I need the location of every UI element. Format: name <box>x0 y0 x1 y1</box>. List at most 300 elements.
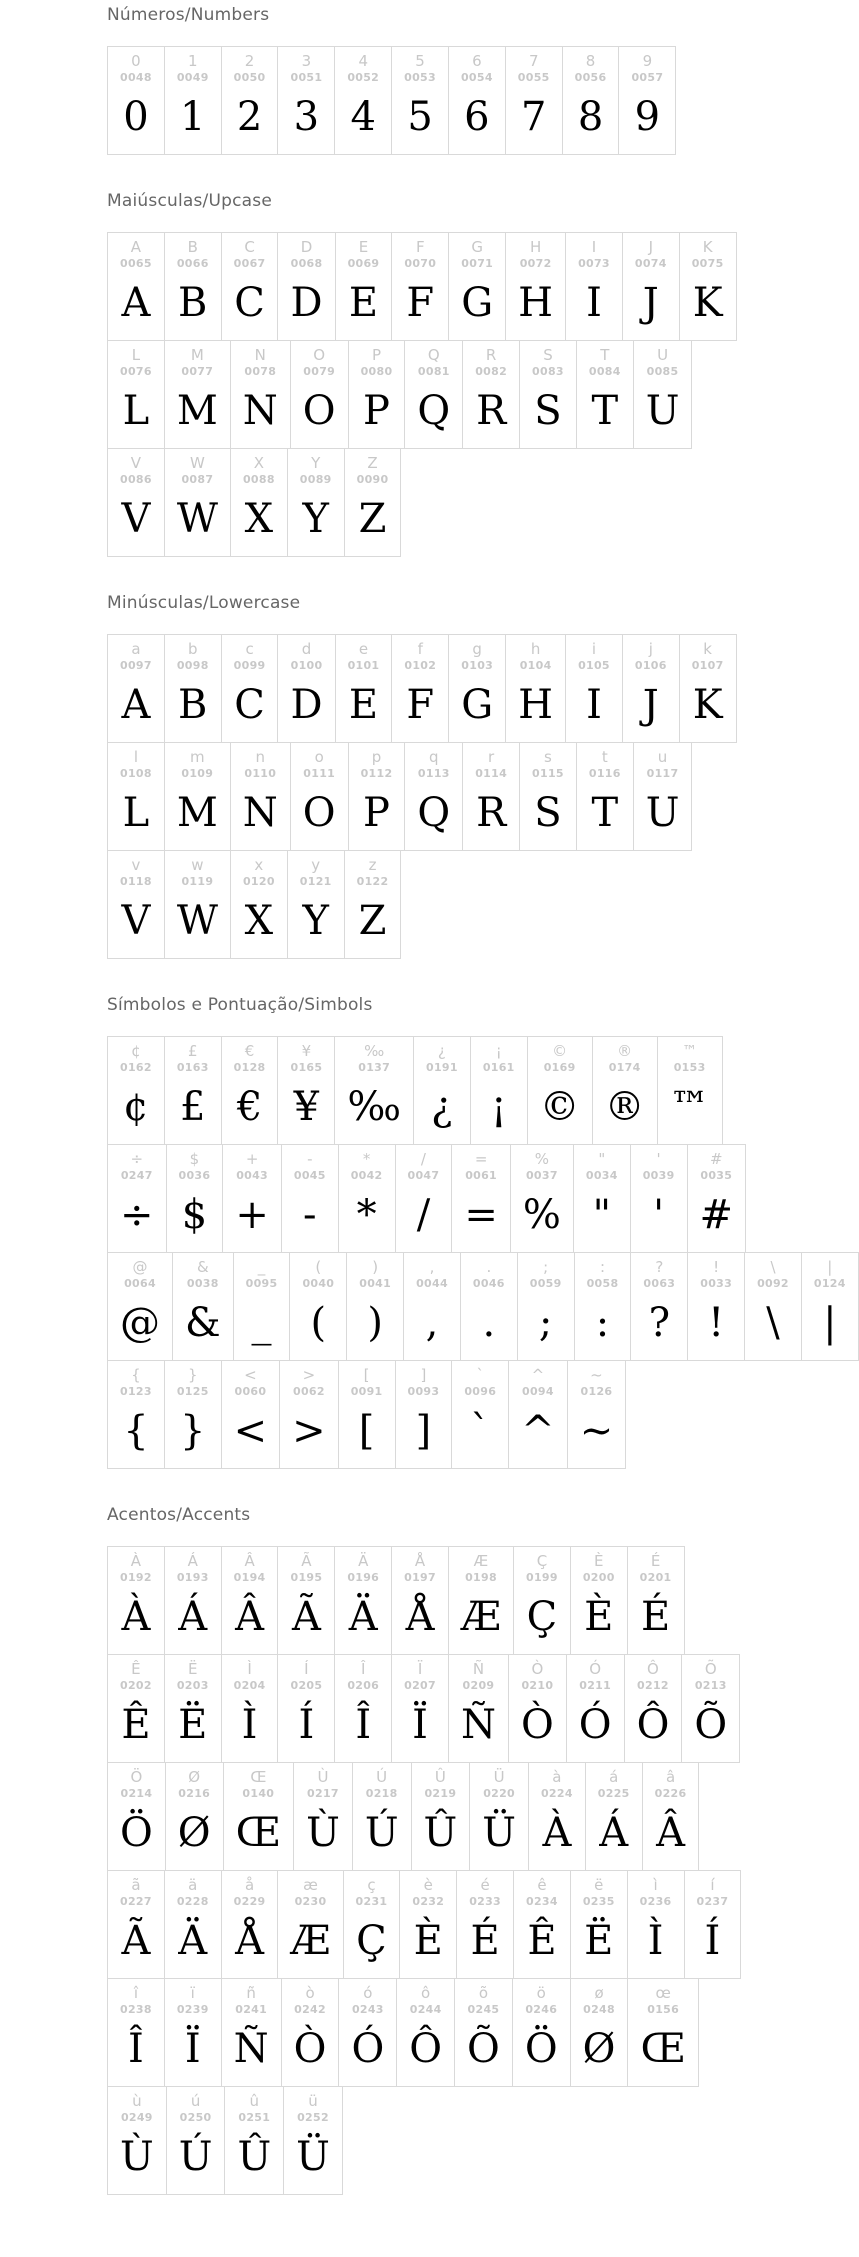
glyph-cell-code: 0200 <box>582 1571 615 1584</box>
glyph-cell-code: 0219 <box>424 1787 457 1800</box>
glyph-cell-char: { <box>131 1366 141 1384</box>
glyph-row <box>107 1762 699 1871</box>
glyph-cell-glyph: E <box>348 682 379 728</box>
glyph-cell-code: 0089 <box>299 473 332 486</box>
glyph-cell-char: m <box>190 748 205 766</box>
glyph-cell-0245 <box>454 1979 512 2086</box>
glyph-cell-code: 0107 <box>691 659 724 672</box>
glyph-cell-0239 <box>164 1979 221 2086</box>
glyph-cell-code: 0244 <box>409 2003 442 2016</box>
glyph-cell-code: 0082 <box>475 365 508 378</box>
glyph-cell-glyph: J <box>642 280 659 326</box>
glyph-cell-code: 0066 <box>176 257 209 270</box>
glyph-cell-char: / <box>420 1150 426 1168</box>
glyph-cell-glyph: Ã <box>121 1918 151 1964</box>
glyph-cell-code: 0072 <box>519 257 552 270</box>
glyph-cell-char: n <box>255 748 266 766</box>
glyph-cell-0049 <box>164 47 221 154</box>
glyph-cell-0076 <box>108 341 164 448</box>
glyph-cell-code: 0232 <box>412 1895 445 1908</box>
glyph-cell-char: ‰ <box>364 1042 385 1060</box>
glyph-cell-char: ! <box>713 1258 720 1276</box>
glyph-cell-char: ç <box>367 1876 376 1894</box>
glyph-cell-code: 0191 <box>425 1061 458 1074</box>
glyph-cell-glyph: Ã <box>291 1594 321 1640</box>
glyph-row <box>107 1252 859 1361</box>
section-symbols <box>107 995 846 1469</box>
glyph-cell-glyph: + <box>235 1192 269 1238</box>
glyph-cell-char: G <box>471 238 483 256</box>
glyph-cell-char: è <box>423 1876 433 1894</box>
glyph-cell-0137 <box>334 1037 413 1144</box>
glyph-cell-glyph: Û <box>237 2134 272 2180</box>
glyph-cell-code: 0231 <box>355 1895 388 1908</box>
glyph-cell-code: 0239 <box>176 2003 209 2016</box>
glyph-cell-code: 0051 <box>290 71 323 84</box>
glyph-cell-char: Û <box>434 1768 446 1786</box>
glyph-cell-code: 0251 <box>238 2111 271 2124</box>
glyph-cell-code: 0161 <box>482 1061 515 1074</box>
glyph-cell-glyph: Í <box>298 1702 315 1748</box>
glyph-cell-glyph: Â <box>235 1594 265 1640</box>
glyph-cell-code: 0044 <box>416 1277 448 1290</box>
glyph-cell-0203 <box>164 1655 221 1762</box>
glyph-cell-char: Õ <box>704 1660 717 1678</box>
glyph-cell-glyph: Ê <box>121 1702 151 1748</box>
glyph-cell-char: ø <box>594 1984 604 2002</box>
glyph-cell-code: 0075 <box>691 257 724 270</box>
glyph-cell-0106 <box>622 635 679 742</box>
section-title-numbers: Números/Numbers <box>107 5 270 25</box>
glyph-cell-0123 <box>108 1361 164 1468</box>
glyph-cell-0098 <box>164 635 221 742</box>
glyph-cell-0207 <box>391 1655 448 1762</box>
glyph-cell-code: 0046 <box>472 1277 505 1290</box>
glyph-cell-0118 <box>108 851 164 958</box>
glyph-cell-0202 <box>108 1655 164 1762</box>
glyph-cell-0210 <box>508 1655 566 1762</box>
glyph-cell-code: 0212 <box>637 1679 669 1692</box>
glyph-cell-glyph: < <box>233 1408 268 1454</box>
glyph-cell-code: 0073 <box>578 257 610 270</box>
glyph-cell-0104 <box>505 635 565 742</box>
glyph-cell-char: S <box>543 346 553 364</box>
section-numbers <box>107 5 800 155</box>
glyph-cell-0195 <box>277 1547 334 1654</box>
glyph-cell-glyph: Æ <box>290 1918 331 1964</box>
glyph-cell-code: 0119 <box>181 875 214 888</box>
glyph-cell-code: 0081 <box>417 365 450 378</box>
glyph-cell-0194 <box>221 1547 278 1654</box>
glyph-cell-0192 <box>108 1547 164 1654</box>
glyph-cell-glyph: . <box>482 1300 496 1346</box>
glyph-cell-char: o <box>314 748 324 766</box>
glyph-cell-0103 <box>448 635 505 742</box>
glyph-cell-char: : <box>599 1258 606 1276</box>
glyph-cell-glyph: - <box>303 1192 317 1238</box>
glyph-cell-code: 0115 <box>532 767 564 780</box>
glyph-cell-glyph: Ó <box>578 1702 612 1748</box>
glyph-cell-glyph: Î <box>355 1702 372 1748</box>
glyph-cell-code: 0060 <box>234 1385 267 1398</box>
glyph-cell-code: 0213 <box>694 1679 727 1692</box>
glyph-cell-code: 0097 <box>120 659 152 672</box>
glyph-cell-0055 <box>505 47 562 154</box>
glyph-cell-0115 <box>519 743 576 850</box>
glyph-cell-glyph: O <box>302 790 336 836</box>
glyph-cell-code: 0193 <box>176 1571 209 1584</box>
glyph-cell-0246 <box>512 1979 570 2086</box>
glyph-cell-0057 <box>618 47 675 154</box>
glyph-cell-code: 0093 <box>407 1385 440 1398</box>
glyph-cell-0034 <box>573 1145 630 1252</box>
glyph-cell-0212 <box>624 1655 682 1762</box>
glyph-cell-0117 <box>633 743 692 850</box>
glyph-cell-code: 0197 <box>404 1571 436 1584</box>
glyph-cell-glyph: Œ <box>235 1810 282 1856</box>
section-uppercase <box>107 191 800 557</box>
glyph-cell-0230 <box>277 1871 342 1978</box>
glyph-cell-0247 <box>108 1145 166 1252</box>
glyph-cell-code: 0137 <box>358 1061 391 1074</box>
glyph-cell-glyph: ‰ <box>347 1084 401 1130</box>
glyph-cell-char: Ê <box>131 1660 141 1678</box>
glyph-cell-char: c <box>245 640 254 658</box>
glyph-cell-0100 <box>277 635 334 742</box>
glyph-cell-code: 0064 <box>124 1277 156 1290</box>
glyph-cell-char: Æ <box>473 1552 489 1570</box>
glyph-cell-code: 0195 <box>290 1571 323 1584</box>
glyph-cell-code: 0163 <box>176 1061 209 1074</box>
glyph-cell-char: à <box>552 1768 562 1786</box>
glyph-cell-code: 0033 <box>700 1277 733 1290</box>
glyph-cell-0037 <box>510 1145 573 1252</box>
glyph-cell-char: C <box>244 238 255 256</box>
glyph-cell-char: Ó <box>589 1660 602 1678</box>
glyph-cell-0252 <box>283 2087 342 2194</box>
glyph-cell-code: 0233 <box>469 1895 502 1908</box>
glyph-cell-code: 0198 <box>465 1571 497 1584</box>
glyph-cell-code: 0220 <box>483 1787 516 1800</box>
glyph-cell-glyph: T <box>591 790 619 836</box>
glyph-cell-code: 0053 <box>404 71 436 84</box>
glyph-cell-char: Î <box>361 1660 366 1678</box>
glyph-cell-code: 0052 <box>347 71 380 84</box>
glyph-cell-code: 0113 <box>417 767 450 780</box>
glyph-cell-code: 0214 <box>120 1787 153 1800</box>
glyph-cell-glyph: Z <box>358 898 387 944</box>
glyph-cell-code: 0101 <box>347 659 380 672</box>
glyph-cell-code: 0096 <box>464 1385 497 1398</box>
glyph-cell-0199 <box>513 1547 570 1654</box>
glyph-cell-0113 <box>404 743 462 850</box>
glyph-cell-char: _ <box>257 1258 266 1276</box>
glyph-cell-glyph: N <box>242 790 278 836</box>
glyph-row <box>107 1360 626 1469</box>
glyph-cell-code: 0199 <box>526 1571 558 1584</box>
glyph-cell-code: 0050 <box>233 71 266 84</box>
glyph-cell-char: Ô <box>647 1660 659 1678</box>
glyph-cell-0083 <box>519 341 576 448</box>
glyph-cell-glyph: Ñ <box>233 2026 269 2072</box>
glyph-cell-0046 <box>460 1253 517 1360</box>
glyph-cell-glyph: ÷ <box>120 1192 154 1238</box>
glyph-cell-0054 <box>448 47 505 154</box>
glyph-cell-0092 <box>744 1253 801 1360</box>
glyph-cell-code: 0059 <box>529 1277 562 1290</box>
glyph-cell-char: Ö <box>130 1768 143 1786</box>
glyph-cell-glyph: Ç <box>356 1918 387 1964</box>
glyph-cell-code: 0112 <box>360 767 393 780</box>
glyph-cell-char: ~ <box>590 1366 603 1384</box>
glyph-cell-char: O <box>313 346 326 364</box>
glyph-cell-char: r <box>488 748 495 766</box>
glyph-cell-code: 0116 <box>588 767 621 780</box>
glyph-cell-glyph: Æ <box>460 1594 502 1640</box>
glyph-cell-0074 <box>622 233 679 340</box>
glyph-cell-0227 <box>108 1871 164 1978</box>
glyph-cell-code: 0242 <box>294 2003 326 2016</box>
glyph-cell-code: 0100 <box>290 659 323 672</box>
glyph-cell-0036 <box>166 1145 223 1252</box>
glyph-cell-0116 <box>576 743 633 850</box>
glyph-cell-char: ä <box>188 1876 198 1894</box>
glyph-cell-char: K <box>702 238 713 256</box>
glyph-cell-code: 0165 <box>290 1061 323 1074</box>
glyph-cell-glyph: € <box>236 1084 263 1130</box>
glyph-cell-glyph: W <box>176 898 218 944</box>
glyph-cell-glyph: Â <box>656 1810 685 1856</box>
glyph-cell-glyph: \ <box>766 1300 780 1346</box>
glyph-cell-char: f <box>417 640 423 658</box>
glyph-cell-code: 0117 <box>646 767 679 780</box>
glyph-cell-char: ó <box>363 1984 373 2002</box>
glyph-cell-0091 <box>338 1361 395 1468</box>
glyph-cell-0071 <box>448 233 505 340</box>
glyph-cell-char: ô <box>421 1984 431 2002</box>
glyph-cell-0088 <box>230 449 287 556</box>
glyph-cell-0231 <box>343 1871 400 1978</box>
glyph-cell-code: 0120 <box>242 875 275 888</box>
glyph-cell-0078 <box>230 341 290 448</box>
glyph-cell-glyph: [ <box>358 1408 375 1454</box>
glyph-cell-char: " <box>598 1150 606 1168</box>
glyph-cell-char: Å <box>414 1552 426 1570</box>
glyph-cell-char: D <box>300 238 313 256</box>
glyph-cell-glyph: Ì <box>241 1702 258 1748</box>
glyph-cell-code: 0204 <box>233 1679 266 1692</box>
glyph-cell-char: â <box>665 1768 676 1786</box>
glyph-cell-char: © <box>552 1042 568 1060</box>
glyph-cell-0112 <box>348 743 405 850</box>
glyph-cell-glyph: 2 <box>236 94 263 140</box>
glyph-cell-glyph: Ù <box>120 2134 154 2180</box>
glyph-cell-glyph: Á <box>599 1810 629 1856</box>
glyph-cell-code: 0076 <box>120 365 152 378</box>
glyph-cell-glyph: M <box>176 388 218 434</box>
glyph-cell-glyph: B <box>178 280 208 326</box>
glyph-cell-char: È <box>594 1552 604 1570</box>
glyph-cell-0097 <box>108 635 164 742</box>
glyph-cell-code: 0057 <box>631 71 664 84</box>
glyph-cell-char: 2 <box>244 52 255 70</box>
glyph-cell-code: 0216 <box>178 1787 211 1800</box>
glyph-cell-code: 0205 <box>290 1679 323 1692</box>
glyph-cell-glyph: Ù <box>306 1810 340 1856</box>
glyph-cell-char: ê <box>537 1876 547 1894</box>
glyph-cell-char: z <box>368 856 377 874</box>
glyph-cell-char: W <box>189 454 205 472</box>
glyph-cell-code: 0037 <box>525 1169 558 1182</box>
section-title-accents: Acentos/Accents <box>107 1505 251 1525</box>
glyph-cell-code: 0074 <box>634 257 667 270</box>
glyph-cell-glyph: ' <box>653 1192 665 1238</box>
glyph-row <box>107 340 692 449</box>
glyph-cell-0056 <box>562 47 619 154</box>
glyph-cell-glyph: L <box>122 388 150 434</box>
glyph-cell-char: Â <box>244 1552 255 1570</box>
glyph-cell-char: \ <box>770 1258 776 1276</box>
glyph-cell-0051 <box>277 47 334 154</box>
glyph-cell-code: 0085 <box>646 365 679 378</box>
glyph-cell-char: õ <box>478 1984 489 2002</box>
glyph-cell-0251 <box>224 2087 283 2194</box>
glyph-cell-0235 <box>570 1871 627 1978</box>
glyph-cell-glyph: S <box>534 388 562 434</box>
glyph-cell-code: 0092 <box>757 1277 789 1290</box>
glyph-cell-code: 0102 <box>404 659 437 672</box>
glyph-cell-code: 0109 <box>181 767 214 780</box>
glyph-cell-0218 <box>352 1763 411 1870</box>
glyph-cell-glyph: H <box>518 682 554 728</box>
glyph-cell-glyph: ™ <box>669 1084 710 1130</box>
glyph-cell-glyph: Ì <box>647 1918 664 1964</box>
glyph-cell-glyph: % <box>522 1192 561 1238</box>
glyph-cell-glyph: Ë <box>584 1918 614 1964</box>
glyph-cell-code: 0062 <box>293 1385 325 1398</box>
glyph-cell-code: 0058 <box>586 1277 619 1290</box>
glyph-cell-char: g <box>472 640 482 658</box>
glyph-cell-char: q <box>429 748 439 766</box>
glyph-cell-code: 0084 <box>588 365 621 378</box>
glyph-cell-code: 0043 <box>236 1169 269 1182</box>
glyph-cell-glyph: { <box>123 1408 149 1454</box>
glyph-cell-0084 <box>576 341 633 448</box>
glyph-cell-glyph: Í <box>704 1918 721 1964</box>
glyph-cell-0114 <box>462 743 519 850</box>
glyph-cell-0047 <box>395 1145 452 1252</box>
glyph-cell-0067 <box>221 233 278 340</box>
glyph-cell-glyph: ~ <box>579 1408 614 1454</box>
glyph-cell-char: ë <box>594 1876 604 1894</box>
glyph-cell-code: 0206 <box>347 1679 380 1692</box>
glyph-cell-char: l <box>133 748 138 766</box>
glyph-cell-code: 0125 <box>176 1385 209 1398</box>
glyph-cell-char: x <box>254 856 264 874</box>
glyph-row <box>107 1978 699 2087</box>
glyph-cell-code: 0118 <box>120 875 152 888</box>
glyph-cell-glyph: 3 <box>293 94 320 140</box>
glyph-cell-char: É <box>650 1552 661 1570</box>
glyph-cell-0238 <box>108 1979 164 2086</box>
glyph-cell-0121 <box>287 851 344 958</box>
glyph-cell-0081 <box>404 341 462 448</box>
glyph-cell-char: F <box>415 238 425 256</box>
glyph-row <box>107 2086 343 2195</box>
glyph-cell-code: 0217 <box>307 1787 339 1800</box>
glyph-cell-code: 0234 <box>526 1895 558 1908</box>
glyph-cell-glyph: P <box>363 790 390 836</box>
glyph-cell-char: ò <box>305 1984 315 2002</box>
glyph-cell-char: 8 <box>585 52 596 70</box>
glyph-cell-glyph: G <box>461 280 494 326</box>
glyph-cell-glyph: Á <box>178 1594 208 1640</box>
glyph-cell-glyph: Ö <box>120 1810 153 1856</box>
glyph-cell-glyph: X <box>244 496 274 542</box>
glyph-cell-0234 <box>513 1871 570 1978</box>
glyph-cell-code: 0241 <box>235 2003 268 2016</box>
glyph-cell-glyph: 1 <box>180 94 206 140</box>
glyph-cell-0200 <box>570 1547 627 1654</box>
glyph-cell-0232 <box>399 1871 456 1978</box>
glyph-cell-code: 0226 <box>654 1787 687 1800</box>
glyph-cell-glyph: P <box>363 388 390 434</box>
glyph-cell-0090 <box>344 449 401 556</box>
glyph-cell-0096 <box>451 1361 508 1468</box>
glyph-cell-0197 <box>391 1547 448 1654</box>
glyph-cell-0198 <box>448 1547 513 1654</box>
glyph-cell-glyph: É <box>640 1594 671 1640</box>
glyph-cell-char: A <box>130 238 142 256</box>
glyph-cell-0169 <box>527 1037 592 1144</box>
glyph-row <box>107 448 401 557</box>
glyph-cell-0043 <box>222 1145 281 1252</box>
glyph-row <box>107 1546 685 1655</box>
glyph-cell-0085 <box>633 341 692 448</box>
glyph-cell-glyph: Ç <box>526 1594 558 1640</box>
glyph-cell-0156 <box>627 1979 698 2086</box>
glyph-cell-code: 0063 <box>643 1277 676 1290</box>
glyph-cell-0045 <box>281 1145 338 1252</box>
glyph-cell-0108 <box>108 743 164 850</box>
glyph-cell-glyph: 7 <box>520 94 547 140</box>
glyph-cell-0102 <box>391 635 448 742</box>
glyph-cell-glyph: ^ <box>521 1408 555 1454</box>
section-accents <box>107 1505 800 2195</box>
glyph-cell-0193 <box>164 1547 221 1654</box>
glyph-cell-0236 <box>627 1871 684 1978</box>
glyph-cell-char: ] <box>420 1366 427 1384</box>
glyph-cell-code: 0079 <box>303 365 336 378</box>
glyph-cell-0053 <box>391 47 448 154</box>
glyph-cell-glyph: ] <box>415 1408 432 1454</box>
glyph-cell-char: ? <box>655 1258 664 1276</box>
glyph-cell-0033 <box>687 1253 744 1360</box>
glyph-cell-char: @ <box>132 1258 148 1276</box>
glyph-cell-glyph: T <box>591 388 619 434</box>
glyph-cell-glyph: Î <box>128 2026 144 2072</box>
glyph-cell-code: 0056 <box>574 71 607 84</box>
glyph-cell-char: ö <box>536 1984 546 2002</box>
glyph-cell-code: 0252 <box>297 2111 329 2124</box>
glyph-cell-char: Y <box>311 454 321 472</box>
glyph-cell-glyph: Œ <box>640 2026 686 2072</box>
glyph-cell-glyph: & <box>185 1300 221 1346</box>
glyph-cell-glyph: M <box>176 790 218 836</box>
glyph-cell-char: v <box>131 856 141 874</box>
glyph-cell-0107 <box>679 635 736 742</box>
section-title-lowercase: Minúsculas/Lowercase <box>107 593 301 613</box>
